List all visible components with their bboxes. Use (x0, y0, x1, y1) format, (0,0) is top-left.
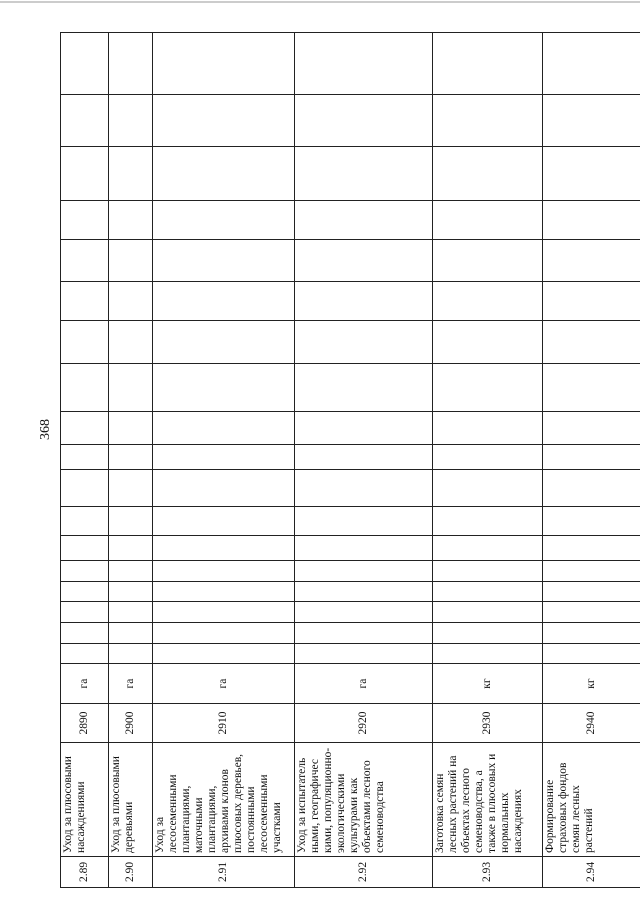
empty-cell (543, 445, 640, 470)
empty-cell (109, 364, 153, 412)
rotated-table-container (60, 32, 640, 888)
empty-cell (61, 445, 109, 470)
empty-cell (433, 200, 543, 239)
empty-cell (543, 412, 640, 445)
empty-cell (295, 623, 433, 644)
empty-cell (433, 95, 543, 147)
empty-cell (543, 602, 640, 623)
row-unit: га (295, 664, 433, 703)
empty-cell (153, 561, 295, 582)
row-name: Формирование страховых фондов семян лесных растений (543, 743, 640, 857)
empty-cell (61, 623, 109, 644)
empty-cell (61, 507, 109, 536)
row-unit: кг (543, 664, 640, 703)
empty-cell (61, 581, 109, 602)
empty-cell (109, 536, 153, 561)
empty-cell (543, 200, 640, 239)
empty-cell (543, 147, 640, 201)
empty-cell (433, 581, 543, 602)
empty-cell (153, 623, 295, 644)
empty-cell (295, 643, 433, 664)
empty-cell (433, 536, 543, 561)
table-row (109, 33, 153, 888)
empty-cell (153, 147, 295, 201)
empty-cell (153, 364, 295, 412)
table-row (433, 33, 543, 888)
empty-cell (109, 643, 153, 664)
empty-cell (61, 200, 109, 239)
row-name: Уход за плюсовыми деревьями (109, 743, 153, 857)
empty-cell (61, 320, 109, 363)
empty-cell (153, 581, 295, 602)
empty-cell (295, 561, 433, 582)
empty-cell (543, 320, 640, 363)
table-row (61, 33, 109, 888)
empty-cell (433, 320, 543, 363)
empty-cell (433, 643, 543, 664)
empty-cell (109, 623, 153, 644)
data-table (60, 32, 640, 888)
empty-cell (109, 320, 153, 363)
empty-cell (153, 240, 295, 281)
empty-cell (433, 561, 543, 582)
table-row (295, 33, 433, 888)
empty-cell (543, 536, 640, 561)
empty-cell (295, 240, 433, 281)
row-code: 2900 (109, 703, 153, 742)
row-code: 2940 (543, 703, 640, 742)
row-unit: га (61, 664, 109, 703)
empty-cell (543, 281, 640, 320)
empty-cell (295, 281, 433, 320)
empty-cell (295, 412, 433, 445)
empty-cell (543, 507, 640, 536)
empty-cell (433, 33, 543, 95)
empty-cell (433, 364, 543, 412)
table-row (543, 33, 640, 888)
page-number: 368 (38, 419, 53, 440)
empty-cell (109, 469, 153, 506)
empty-cell (433, 469, 543, 506)
row-code: 2930 (433, 703, 543, 742)
empty-cell (61, 364, 109, 412)
empty-cell (61, 602, 109, 623)
row-code: 2890 (61, 703, 109, 742)
row-code: 2920 (295, 703, 433, 742)
empty-cell (109, 281, 153, 320)
empty-cell (109, 240, 153, 281)
empty-cell (433, 147, 543, 201)
empty-cell (61, 561, 109, 582)
empty-cell (109, 95, 153, 147)
empty-cell (153, 507, 295, 536)
empty-cell (543, 643, 640, 664)
empty-cell (153, 643, 295, 664)
empty-cell (61, 240, 109, 281)
empty-cell (61, 469, 109, 506)
empty-cell (61, 643, 109, 664)
empty-cell (61, 536, 109, 561)
row-unit: кг (433, 664, 543, 703)
row-name: Уход за испытатель ными, географичес кими, популяционно-экологическими культурами как объектами лесного семеноводства (295, 743, 433, 857)
row-number: 2.94 (543, 856, 640, 887)
empty-cell (295, 469, 433, 506)
empty-cell (543, 240, 640, 281)
row-code: 2910 (153, 703, 295, 742)
empty-cell (543, 581, 640, 602)
empty-cell (109, 602, 153, 623)
empty-cell (295, 147, 433, 201)
empty-cell (295, 445, 433, 470)
empty-cell (153, 281, 295, 320)
empty-cell (109, 507, 153, 536)
row-unit: га (153, 664, 295, 703)
empty-cell (543, 561, 640, 582)
empty-cell (543, 623, 640, 644)
row-number: 2.91 (153, 856, 295, 887)
row-unit: га (109, 664, 153, 703)
empty-cell (295, 200, 433, 239)
row-number: 2.92 (295, 856, 433, 887)
empty-cell (153, 536, 295, 561)
empty-cell (153, 95, 295, 147)
empty-cell (61, 412, 109, 445)
row-number: 2.93 (433, 856, 543, 887)
empty-cell (61, 95, 109, 147)
empty-cell (109, 412, 153, 445)
empty-cell (153, 412, 295, 445)
empty-cell (295, 602, 433, 623)
empty-cell (153, 200, 295, 239)
empty-cell (295, 320, 433, 363)
empty-cell (295, 364, 433, 412)
empty-cell (543, 469, 640, 506)
empty-cell (153, 469, 295, 506)
empty-cell (295, 581, 433, 602)
empty-cell (433, 623, 543, 644)
empty-cell (153, 445, 295, 470)
row-name: Уход за лесосеменными плантациями, маточными плантациями, архивами клонов плюсовых деревьев, постоянными лесосеменными участками (153, 743, 295, 857)
empty-cell (295, 33, 433, 95)
row-name: Уход за плюсовыми насаждениями (61, 743, 109, 857)
table-row (153, 33, 295, 888)
empty-cell (153, 320, 295, 363)
row-number: 2.90 (109, 856, 153, 887)
empty-cell (433, 240, 543, 281)
empty-cell (109, 561, 153, 582)
row-number: 2.89 (61, 856, 109, 887)
empty-cell (433, 602, 543, 623)
empty-cell (61, 281, 109, 320)
empty-cell (543, 364, 640, 412)
empty-cell (433, 507, 543, 536)
empty-cell (61, 33, 109, 95)
empty-cell (543, 95, 640, 147)
row-name: Заготовка семян лесных растений на объектах лесного семеноводства, а также в плюсовых и нормальных насаждениях (433, 743, 543, 857)
empty-cell (109, 33, 153, 95)
empty-cell (109, 445, 153, 470)
empty-cell (109, 147, 153, 201)
empty-cell (61, 147, 109, 201)
empty-cell (109, 200, 153, 239)
empty-cell (433, 445, 543, 470)
empty-cell (295, 507, 433, 536)
empty-cell (433, 281, 543, 320)
empty-cell (433, 412, 543, 445)
empty-cell (109, 581, 153, 602)
empty-cell (153, 602, 295, 623)
empty-cell (295, 536, 433, 561)
empty-cell (153, 33, 295, 95)
empty-cell (543, 33, 640, 95)
empty-cell (295, 95, 433, 147)
